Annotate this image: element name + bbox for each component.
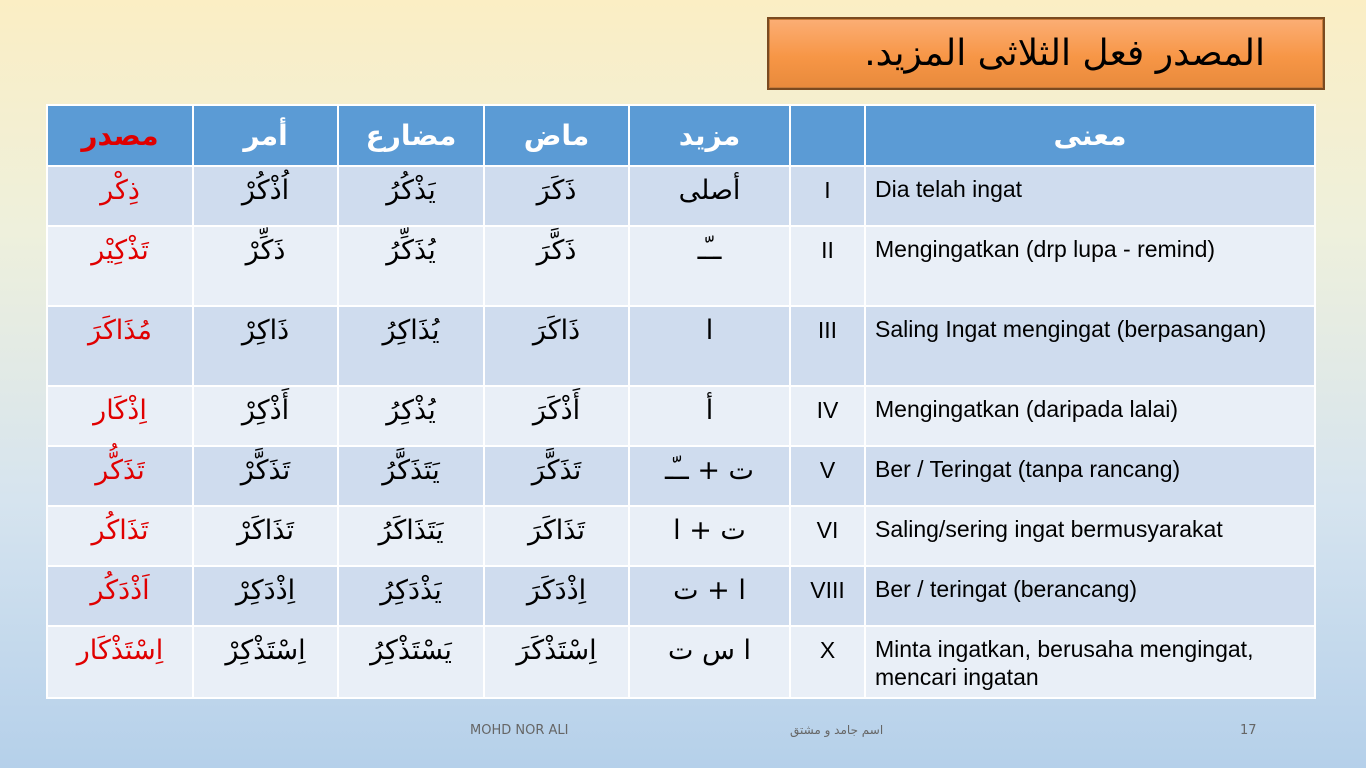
header-meaning: معنى [865,105,1315,166]
footer-author: MOHD NOR ALI [470,723,569,738]
form-cell: X [790,626,865,698]
table-row [47,226,1315,306]
form-cell: IV [790,386,865,446]
meaning-cell: Saling/sering ingat bermusyarakat [865,506,1315,566]
masdar-cell: اِسْتَذْكَار [47,626,193,698]
amr-cell: تَذَاكَرْ [193,506,338,566]
mudhari-cell: يَسْتَذْكِرُ [338,626,484,698]
mudhari-cell: يُذْكِرُ [338,386,484,446]
table-row [47,306,1315,386]
madhi-cell: ذَاكَرَ [484,306,629,386]
header-form [790,105,865,166]
mazid-cell: ا س ت [629,626,790,698]
meaning-cell: Saling Ingat mengingat (berpasangan) [865,306,1315,386]
amr-cell: اِذْدَكِرْ [193,566,338,626]
masdar-cell: تَذْكِيْر [47,226,193,306]
mazid-cell: ــّـ [629,226,790,306]
table-row [47,566,1315,626]
mazid-cell: ت + ا [629,506,790,566]
table-row [47,446,1315,506]
footer-topic: اسم جامد و مشتق [790,723,884,737]
mudhari-cell: يَذْدَكِرُ [338,566,484,626]
form-cell: II [790,226,865,306]
page-number: 17 [1240,723,1257,738]
table-row [47,626,1315,698]
mazid-cell: أ [629,386,790,446]
meaning-cell: Mengingatkan (drp lupa - remind) [865,226,1315,306]
madhi-cell: أَذْكَرَ [484,386,629,446]
madhi-cell: تَذَكَّرَ [484,446,629,506]
mudhari-cell: يَتَذَاكَرُ [338,506,484,566]
meaning-cell: Ber / teringat (berancang) [865,566,1315,626]
mazid-cell: أصلى [629,166,790,226]
header-amr: أمر [193,105,338,166]
meaning-cell: Ber / Teringat (tanpa rancang) [865,446,1315,506]
madhi-cell: تَذَاكَرَ [484,506,629,566]
form-cell: I [790,166,865,226]
mazid-cell: ا [629,306,790,386]
header-madhi: ماض [484,105,629,166]
madhi-cell: اِذْدَكَرَ [484,566,629,626]
form-cell: III [790,306,865,386]
table-row [47,166,1315,226]
meaning-cell: Minta ingatkan, berusaha mengingat, mencari ingatan [865,626,1315,698]
mudhari-cell: يَذْكُرُ [338,166,484,226]
amr-cell: أَذْكِرْ [193,386,338,446]
form-cell: VIII [790,566,865,626]
form-cell: V [790,446,865,506]
masdar-cell: تَذَكُّر [47,446,193,506]
madhi-cell: اِسْتَذْكَرَ [484,626,629,698]
masdar-cell: ذِكْر [47,166,193,226]
header-masdar: مصدر [47,105,193,166]
masdar-cell: اِذْكَار [47,386,193,446]
header-row [47,105,1315,166]
slide-title: المصدر فعل الثلاثى المزيد. [767,17,1325,90]
table-row [47,386,1315,446]
mazid-cell: ت + ــّـ [629,446,790,506]
amr-cell: اُذْكُرْ [193,166,338,226]
masdar-cell: تَذَاكُر [47,506,193,566]
madhi-cell: ذَكَّرَ [484,226,629,306]
mudhari-cell: يُذَكِّرُ [338,226,484,306]
meaning-cell: Dia telah ingat [865,166,1315,226]
amr-cell: ذَكِّرْ [193,226,338,306]
amr-cell: اِسْتَذْكِرْ [193,626,338,698]
mudhari-cell: يَتَذَكَّرُ [338,446,484,506]
mudhari-cell: يُذَاكِرُ [338,306,484,386]
meaning-cell: Mengingatkan (daripada lalai) [865,386,1315,446]
header-mudhari: مضارع [338,105,484,166]
form-cell: VI [790,506,865,566]
masdar-cell: اَذْدَكُر [47,566,193,626]
amr-cell: ذَاكِرْ [193,306,338,386]
mazid-cell: ا + ت [629,566,790,626]
verb-table [46,104,1316,699]
amr-cell: تَذَكَّرْ [193,446,338,506]
header-mazid: مزيد [629,105,790,166]
madhi-cell: ذَكَرَ [484,166,629,226]
table-row [47,506,1315,566]
masdar-cell: مُذَاكَرَ [47,306,193,386]
